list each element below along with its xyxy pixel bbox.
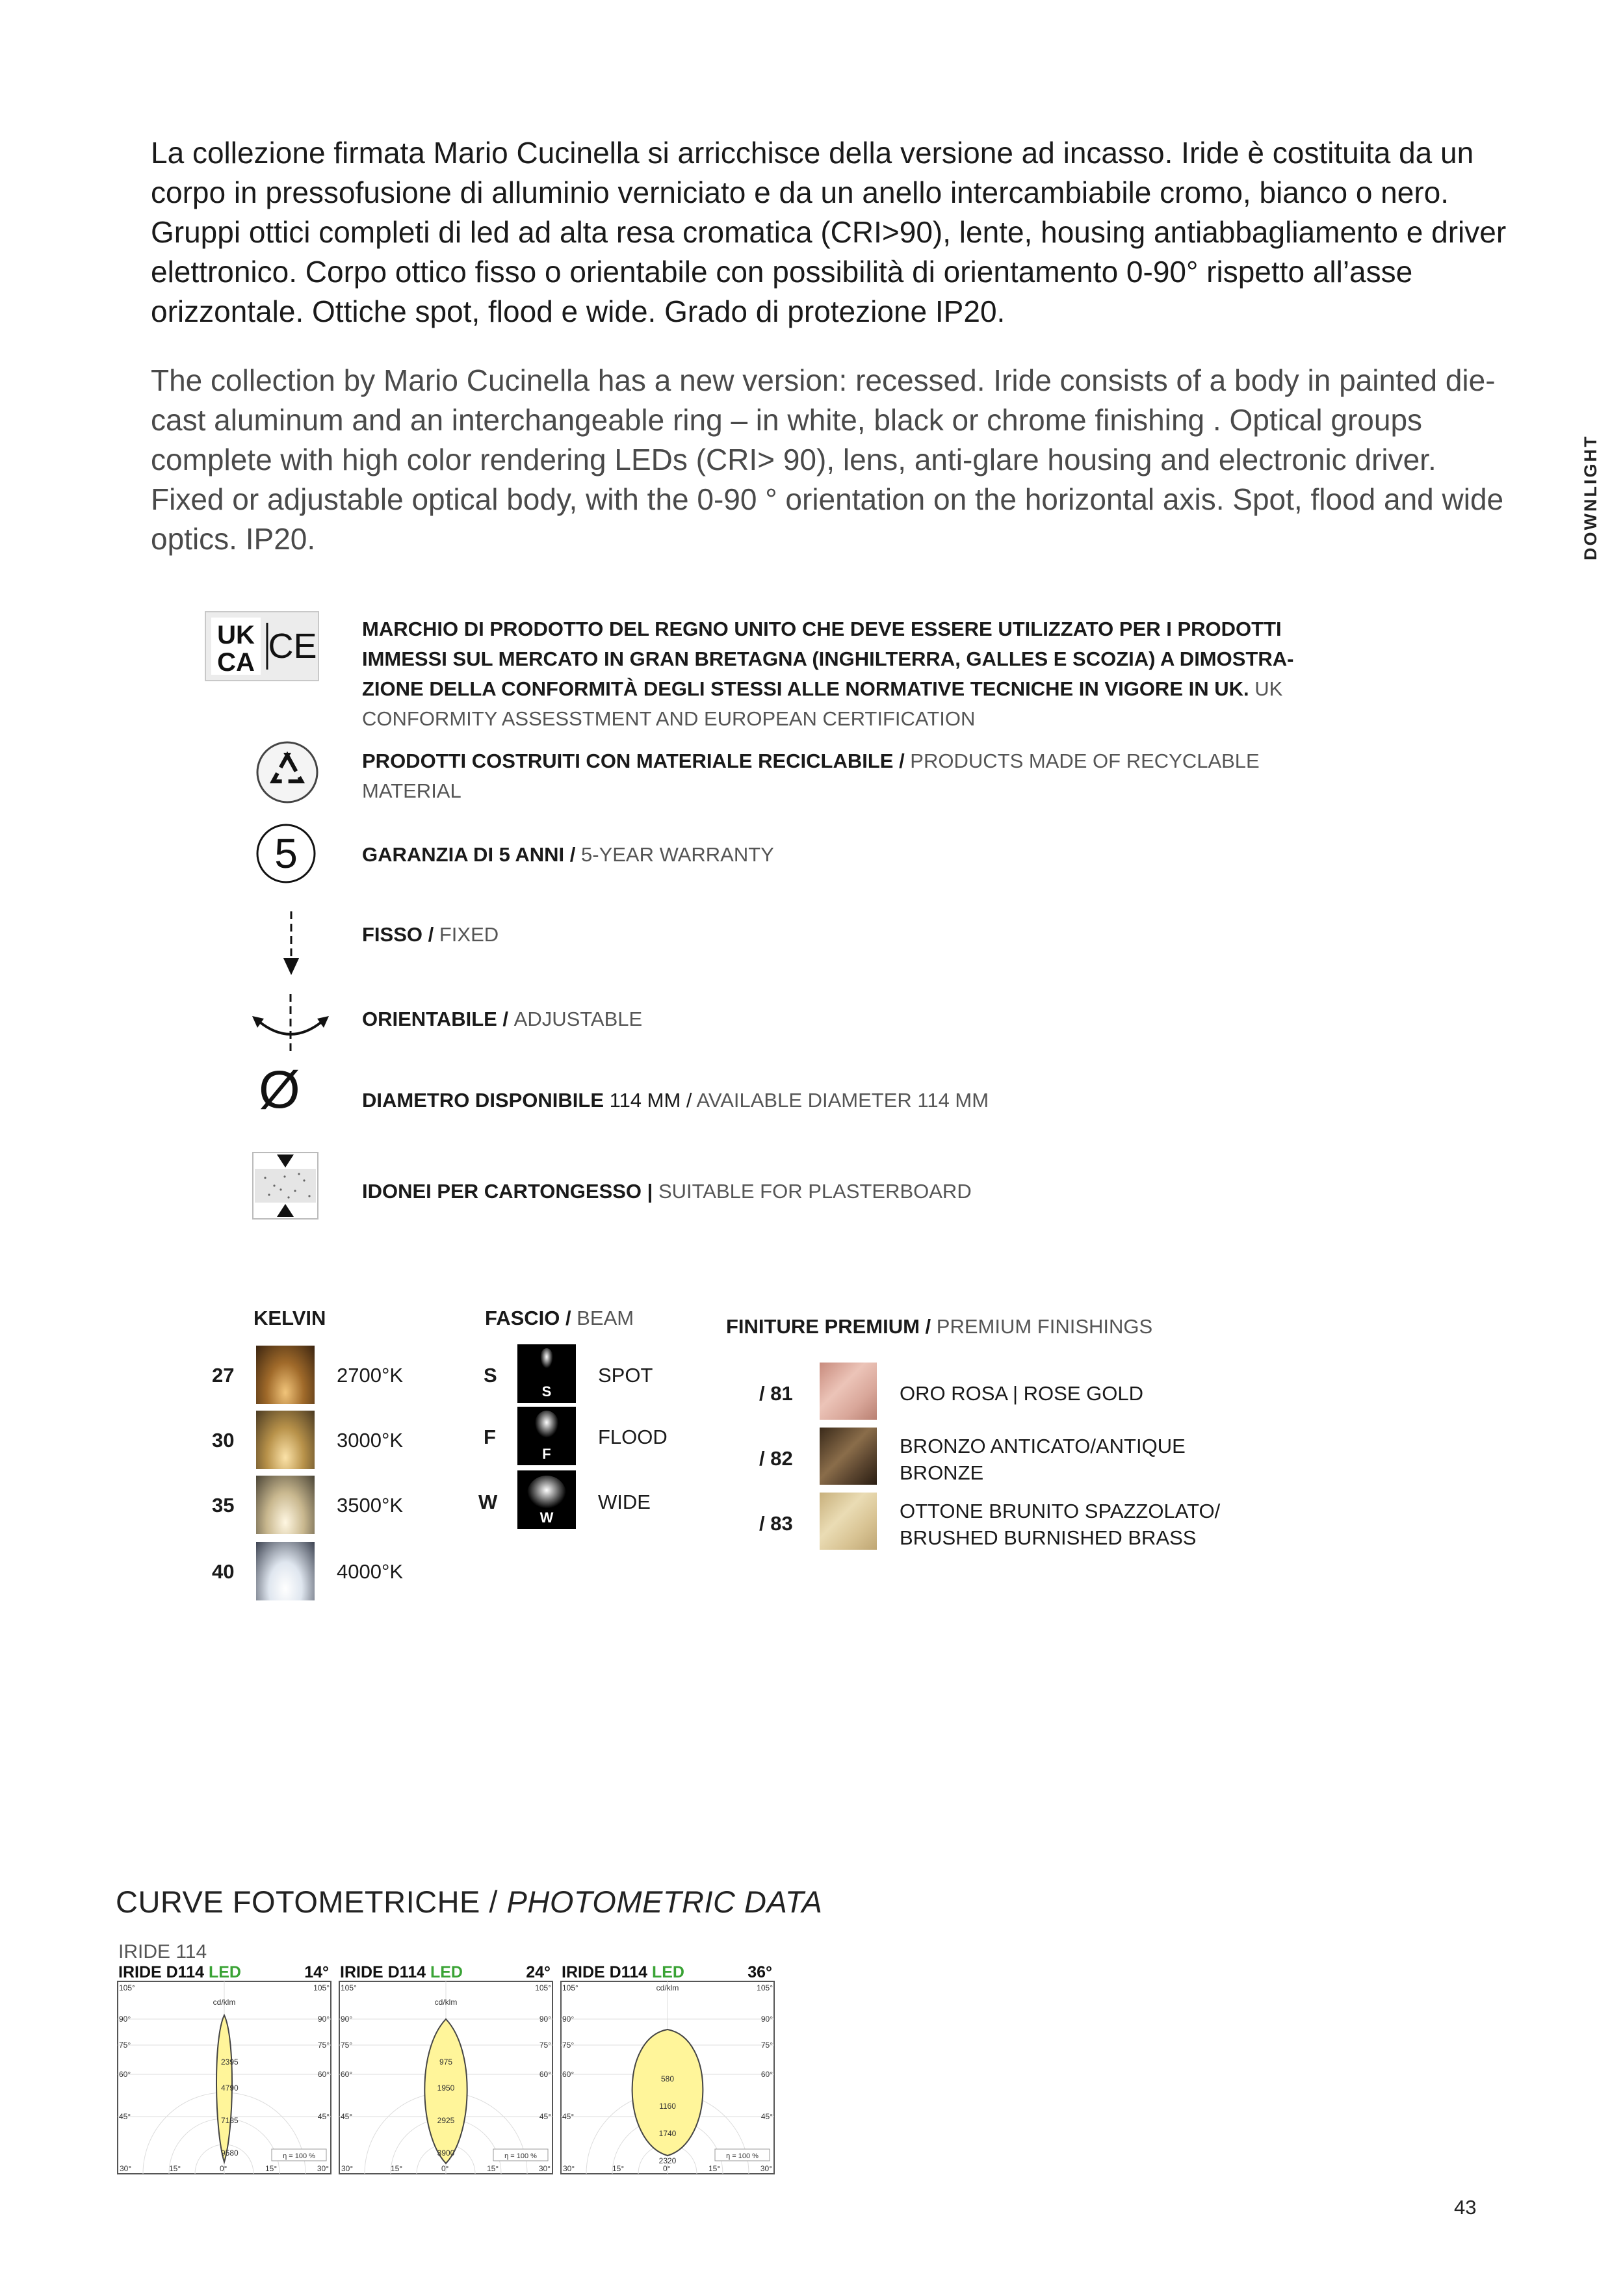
chart-1-value-2: 4790 <box>221 2083 239 2093</box>
finish-label-83: OTTONE BRUNITO SPAZZOLATO/ BRUSHED BURNISHED BRASS <box>900 1500 1221 1549</box>
chart-3-name: IRIDE D114 <box>562 1963 648 1981</box>
chart-1-angle-105-right: 105° <box>313 1983 330 1992</box>
photometric-chart-2 <box>339 1961 553 2175</box>
beam-label-spot: SPOT <box>598 1364 653 1387</box>
kelvin-code-27: 27 <box>212 1364 235 1387</box>
finish-label-82: BRONZO ANTICATO/ANTIQUE BRONZE <box>900 1435 1186 1484</box>
cert-diameter-label-mid: 114 MM / <box>604 1089 697 1112</box>
chart-3-value-4: 2320 <box>658 2156 677 2165</box>
finish-code-81: / 81 <box>759 1382 793 1405</box>
chart-2-angle-105-left: 105° <box>341 1983 357 1992</box>
beam-code-flood: F <box>484 1426 496 1448</box>
chart-2-angle-90-left: 90° <box>341 2015 353 2024</box>
chart-1-angle-60-left: 60° <box>119 2070 131 2079</box>
kelvin-code-30: 30 <box>212 1429 235 1452</box>
beam-icon-spot <box>517 1344 576 1403</box>
fixed-arrow-icon <box>272 909 311 977</box>
chart-3-angle-105-right: 105° <box>757 1983 773 1992</box>
diameter-icon: Ø <box>259 1060 300 1119</box>
kelvin-code-40: 40 <box>212 1560 235 1583</box>
adjustable-arrow-icon <box>248 991 333 1056</box>
chart-2-angle-60-right: 60° <box>539 2070 551 2079</box>
chart-3-angle-90-right: 90° <box>760 2015 773 2024</box>
chart-1-name: IRIDE D114 <box>118 1963 205 1981</box>
warranty-5-icon <box>255 822 317 885</box>
recycle-icon <box>255 740 320 805</box>
cert-diameter <box>362 1086 1337 1115</box>
kelvin-label-40: 4000°K <box>337 1560 404 1583</box>
cert-diameter-label-en: AVAILABLE DIAMETER 114 MM <box>696 1089 989 1112</box>
chart-3-angle-30-left: 30° <box>563 2164 575 2173</box>
kelvin-label-30: 3000°K <box>337 1429 404 1452</box>
finish-swatch-81 <box>820 1363 877 1420</box>
cert-recycle-label-en: PRODUCTS MADE OF RECYCLABLE MATERIAL <box>362 750 1260 802</box>
cert-ukca <box>362 614 1337 734</box>
chart-2-angle-105-right: 105° <box>535 1983 551 1992</box>
cert-fixed-label-it: FISSO / <box>362 923 439 946</box>
beam-letter-wide: W <box>539 1509 554 1526</box>
chart-3-angle-75-left: 75° <box>562 2041 575 2050</box>
chart-3-angle-15-left: 15° <box>612 2164 625 2173</box>
svg-text:IRIDE D114 LED <box>562 1963 684 1981</box>
chart-2-value-3: 2925 <box>437 2116 455 2125</box>
svg-text:IRIDE D114 LED <box>118 1963 241 1981</box>
kelvin-swatch-30 <box>256 1411 315 1469</box>
chart-2-angle-30-right: 30° <box>538 2164 551 2173</box>
beam-header: FASCIO / BEAM <box>485 1307 634 1329</box>
chart-1-angle: 14° <box>304 1963 329 1981</box>
cert-fixed <box>362 920 1337 950</box>
chart-1-value-4: 9580 <box>221 2148 239 2158</box>
chart-1-angle-75-left: 75° <box>119 2041 131 2050</box>
cert-warranty <box>362 840 1337 870</box>
chart-2-name: IRIDE D114 <box>340 1963 426 1981</box>
photometric-chart-3 <box>560 1961 775 2175</box>
chart-1-angle-15-left: 15° <box>169 2164 181 2173</box>
chart-1-value-1: 2395 <box>221 2057 239 2067</box>
chart-1-angle-0: 0° <box>220 2164 227 2173</box>
beam-label-flood: FLOOD <box>598 1426 668 1448</box>
photometric-chart-1 <box>117 1961 331 2175</box>
cert-adjustable-label-en: ADJUSTABLE <box>513 1008 643 1030</box>
ukca-ce-icon <box>205 611 319 681</box>
chart-2-led: LED <box>430 1963 463 1981</box>
cert-plasterboard-label-it: IDONEI PER CARTONGESSO | <box>362 1180 658 1203</box>
chart-3-angle-105-left: 105° <box>562 1983 578 1992</box>
chart-3-angle-15-right: 15° <box>708 2164 721 2173</box>
chart-2-value-4: 3900 <box>437 2148 455 2158</box>
chart-2-angle-30-left: 30° <box>341 2164 354 2173</box>
chart-1-angle-90-right: 90° <box>317 2015 330 2024</box>
chart-2-angle-0: 0° <box>441 2164 449 2173</box>
finishes-header: FINITURE PREMIUM / PREMIUM FINISHINGS <box>726 1315 1153 1338</box>
chart-3-unit: cd/klm <box>656 1983 679 1992</box>
finish-swatch-83 <box>820 1493 877 1550</box>
svg-text:IRIDE D114 LED <box>340 1963 463 1981</box>
chart-3-value-3: 1740 <box>658 2129 677 2138</box>
chart-2-angle-60-left: 60° <box>341 2070 353 2079</box>
photometric-subtitle: IRIDE 114 <box>118 1941 207 1963</box>
chart-2-value-2: 1950 <box>437 2083 455 2093</box>
chart-2-angle: 24° <box>526 1963 551 1981</box>
cert-ukca-label-it: MARCHIO DI PRODOTTO DEL REGNO UNITO CHE DEVE ESSERE UTILIZZATO PER I PRODOTTI IMMESSI SUL MERCATO IN GRAN BRETAGNA (INGHILTERRA, GALLES E SCOZIA) A DIMOSTRA-ZIONE DELLA CONFORMITÀ DEGLI STESSI ALLE NORMATIVE TECNICHE IN VIGORE IN UK. <box>362 618 1294 700</box>
chart-3-angle: 36° <box>747 1963 772 1981</box>
cert-recycle-label-it: PRODOTTI COSTRUITI CON MATERIALE RECICLABILE / <box>362 750 911 772</box>
chart-2-efficiency: η = 100 % <box>504 2152 537 2160</box>
finish-code-83: / 83 <box>759 1512 793 1535</box>
chart-2-angle-75-left: 75° <box>341 2041 353 2050</box>
beam-icon-wide <box>517 1470 576 1529</box>
ce-mark-text: CE <box>268 627 317 666</box>
beam-code-wide: W <box>478 1491 498 1513</box>
chart-1-value-3: 7185 <box>221 2116 239 2125</box>
beam-icon-flood <box>517 1407 576 1465</box>
chart-3-angle-90-left: 90° <box>562 2015 575 2024</box>
beam-letter-spot: S <box>541 1383 552 1400</box>
beam-letter-flood: F <box>542 1446 551 1462</box>
kelvin-swatch-35 <box>256 1476 315 1534</box>
chart-3-angle-45-left: 45° <box>562 2112 575 2121</box>
chart-2-value-1: 975 <box>439 2057 453 2067</box>
chart-3-value-1: 580 <box>660 2074 675 2083</box>
photometric-title: CURVE FOTOMETRICHE / PHOTOMETRIC DATA <box>116 1885 823 1919</box>
chart-1-angle-105-left: 105° <box>119 1983 135 1992</box>
cert-warranty-label-it: GARANZIA DI 5 ANNI / <box>362 843 581 866</box>
chart-1-angle-30-left: 30° <box>120 2164 132 2173</box>
cert-recycle <box>362 746 1337 806</box>
chart-1-efficiency: η = 100 % <box>283 2152 315 2160</box>
warranty-number: 5 <box>274 830 298 877</box>
chart-3-angle-60-right: 60° <box>760 2070 773 2079</box>
cert-ukca-label-en: UK CONFORMITY ASSESSTMENT AND EUROPEAN CERTIFICATION <box>362 677 1283 730</box>
kelvin-code-35: 35 <box>212 1494 235 1517</box>
chart-2-angle-15-left: 15° <box>391 2164 403 2173</box>
chart-3-angle-75-right: 75° <box>760 2041 773 2050</box>
chart-3-angle-0: 0° <box>663 2164 671 2173</box>
cert-fixed-label-en: FIXED <box>439 923 499 946</box>
kelvin-swatch-27 <box>256 1346 315 1404</box>
cert-adjustable <box>362 1004 1337 1034</box>
beam-code-spot: S <box>484 1364 497 1387</box>
page-number: 43 <box>1454 2196 1477 2219</box>
cert-plasterboard-label-en: SUITABLE FOR PLASTERBOARD <box>658 1180 972 1203</box>
chart-1-angle-15-right: 15° <box>265 2164 278 2173</box>
chart-3-value-2: 1160 <box>659 2102 676 2111</box>
uk-mark-text: UK <box>217 621 255 649</box>
section-label: DOWNLIGHT <box>1581 434 1600 560</box>
finish-label-81: ORO ROSA | ROSE GOLD <box>900 1382 1143 1405</box>
chart-3-angle-60-left: 60° <box>562 2070 575 2079</box>
kelvin-swatch-40 <box>256 1542 315 1600</box>
intro-english: The collection by Mario Cucinella has a new version: recessed. Iride consists of a body in painted die-cast aluminum and an interchangeable ring – in white, black or chrome finishing . Optical groups complete with high color rendering LEDs (CRI> 90), lens, anti-glare housing and electronic driver. Fixed or adjustable optical body, with the 0-90 ° orientation on the horizontal axis. Spot, flood and wide optics. IP20. <box>151 363 1504 556</box>
chart-1-angle-45-right: 45° <box>317 2112 330 2121</box>
intro-italian: La collezione firmata Mario Cucinella si arricchisce della versione ad incasso. Iride è costituita da un corpo in pressofusione di alluminio verniciato e da un anello intercambiabile cromo, bianco o nero. Gruppi ottici completi di led ad alta resa cromatica (CRI>90), lente, housing antiabbagliamento e driver elettronico. Corpo ottico fisso o orientabile con possibilità di orientamento 0-90° rispetto all’asse orizzontale. Ottiche spot, flood e wide. Grado di protezione IP20. <box>151 136 1507 328</box>
chart-1-angle-45-left: 45° <box>119 2112 131 2121</box>
kelvin-label-27: 2700°K <box>337 1364 404 1387</box>
chart-2-angle-90-right: 90° <box>539 2015 551 2024</box>
finish-swatch-82 <box>820 1428 877 1485</box>
chart-2-unit: cd/klm <box>434 1998 458 2007</box>
chart-2-angle-15-right: 15° <box>487 2164 499 2173</box>
kelvin-label-35: 3500°K <box>337 1494 404 1517</box>
chart-2-angle-45-left: 45° <box>341 2112 353 2121</box>
kelvin-header: KELVIN <box>253 1307 326 1329</box>
chart-1-led: LED <box>208 1963 241 1981</box>
cert-adjustable-label-it: ORIENTABILE / <box>362 1008 514 1030</box>
finish-code-82: / 82 <box>759 1447 793 1470</box>
chart-2-angle-75-right: 75° <box>539 2041 551 2050</box>
chart-3-efficiency: η = 100 % <box>726 2152 759 2160</box>
chart-3-led: LED <box>651 1963 684 1981</box>
chart-1-angle-60-right: 60° <box>317 2070 330 2079</box>
chart-1-angle-75-right: 75° <box>317 2041 330 2050</box>
chart-2-angle-45-right: 45° <box>539 2112 551 2121</box>
chart-1-angle-30-right: 30° <box>317 2164 329 2173</box>
cert-warranty-label-en: 5-YEAR WARRANTY <box>581 843 774 866</box>
chart-1-unit: cd/klm <box>213 1998 236 2007</box>
cert-plasterboard <box>362 1177 1337 1207</box>
chart-3-angle-30-right: 30° <box>760 2164 772 2173</box>
plasterboard-icon <box>252 1152 318 1220</box>
chart-1-angle-90-left: 90° <box>119 2015 131 2024</box>
chart-3-angle-45-right: 45° <box>760 2112 773 2121</box>
cert-diameter-label-it: DIAMETRO DISPONIBILE <box>362 1089 604 1112</box>
beam-label-wide: WIDE <box>598 1491 651 1513</box>
ca-mark-text: CA <box>217 648 255 677</box>
